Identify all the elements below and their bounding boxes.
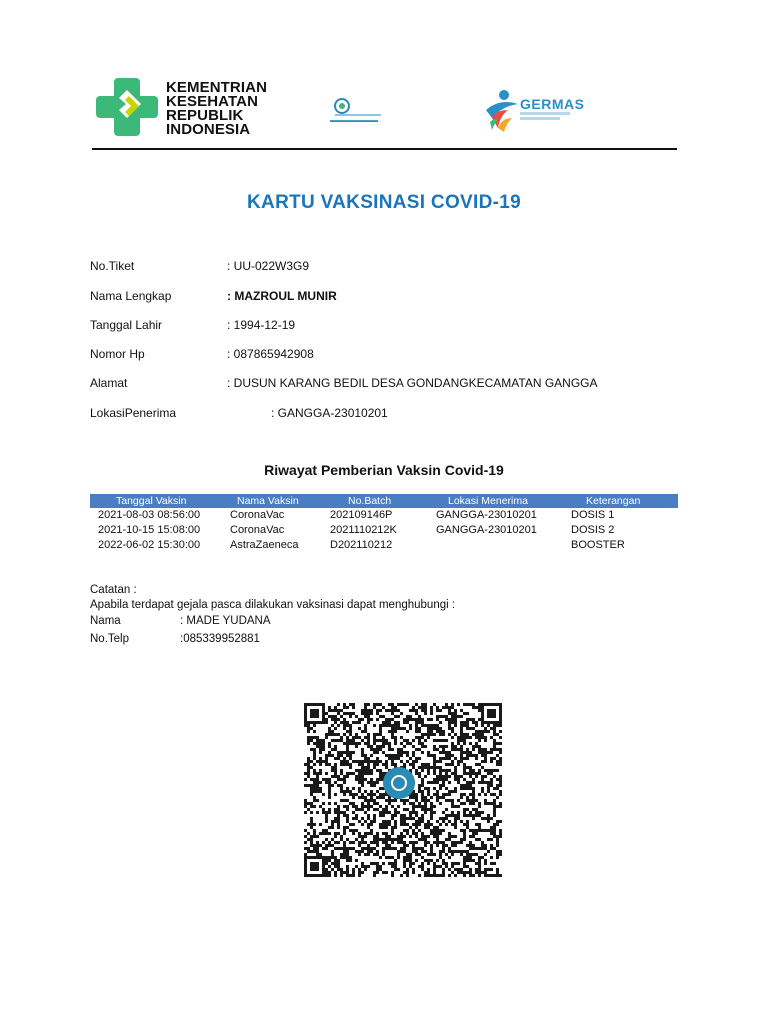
germas-logo-icon [482,88,520,134]
column-header: Keterangan [586,495,641,507]
contact-name-row [90,615,271,627]
info-label: Nama Lengkap [90,289,172,303]
qr-code [304,703,502,877]
contact-phone-value: :085339952881 [180,633,260,645]
table-cell: CoronaVac [230,509,285,521]
table-cell: GANGGA-23010201 [436,524,537,536]
table-row [90,523,678,538]
germas-logo [482,88,592,134]
germas-logo-text: GERMAS [520,96,585,112]
germas-tagline-line [520,112,570,115]
table-cell: 202109146P [330,509,393,521]
info-value: : 1994-12-19 [227,318,296,332]
table-cell: BOOSTER [571,539,625,551]
table-cell: GANGGA-23010201 [436,509,537,521]
notes-instruction: Apabila terdapat gejala pasca dilakukan vaksinasi dapat menghubungi : [90,599,456,611]
info-value: : DUSUN KARANG BEDIL DESA GONDANGKECAMATAN GANGGA [227,376,598,390]
table-cell: CoronaVac [230,524,285,536]
info-label: Nomor Hp [90,347,145,361]
table-cell: 2021-10-15 15:08:00 [98,524,201,536]
table-header [90,494,678,508]
contact-name-label: Nama [90,615,121,627]
info-label: LokasiPenerima [90,406,177,420]
table-cell: D202110212 [330,539,393,551]
info-label: No.Tiket [90,259,135,273]
column-header: Tanggal Vaksin [116,495,187,507]
table-cell: 2021110212K [330,524,397,536]
kemenkes-logo-icon [96,76,162,142]
info-value: : GANGGA-23010201 [271,406,388,420]
page-title: KARTU VAKSINASI COVID-19 [247,192,521,213]
vaccination-history-table [90,494,678,553]
info-value: : MAZROUL MUNIR [227,289,337,303]
contact-phone-label: No.Telp [90,633,129,645]
column-header: No.Batch [348,495,392,507]
table-cell: 2021-08-03 08:56:00 [98,509,201,521]
table-cell: DOSIS 1 [571,509,615,521]
table-row [90,508,678,523]
kemenkes-logo [96,76,296,142]
info-label: Tanggal Lahir [90,318,163,332]
table-cell: 2022-06-02 15:30:00 [98,539,201,551]
table-row [90,538,678,553]
bpjs-logo [330,96,384,132]
notes-heading: Catatan : [90,584,137,596]
info-value: : 087865942908 [227,347,314,361]
germas-tagline-line [520,117,560,120]
history-title: Riwayat Pemberian Vaksin Covid-19 [264,462,504,478]
table-cell: DOSIS 2 [571,524,615,536]
bpjs-logo-icon [330,96,384,118]
contact-phone-row [90,633,260,645]
kemenkes-logo-text: KEMENTRIAN KESEHATAN REPUBLIK INDONESIA [166,79,267,138]
header-divider [92,148,677,150]
info-value: : UU-022W3G9 [227,259,310,273]
contact-name-value: : MADE YUDANA [180,615,271,627]
column-header: Nama Vaksin [237,495,299,507]
table-cell: AstraZaeneca [230,539,299,551]
bpjs-logo-text: ▬▬▬▬▬▬▬▬ [330,118,378,124]
column-header: Lokasi Menerima [448,495,528,507]
info-label: Alamat [90,376,128,390]
